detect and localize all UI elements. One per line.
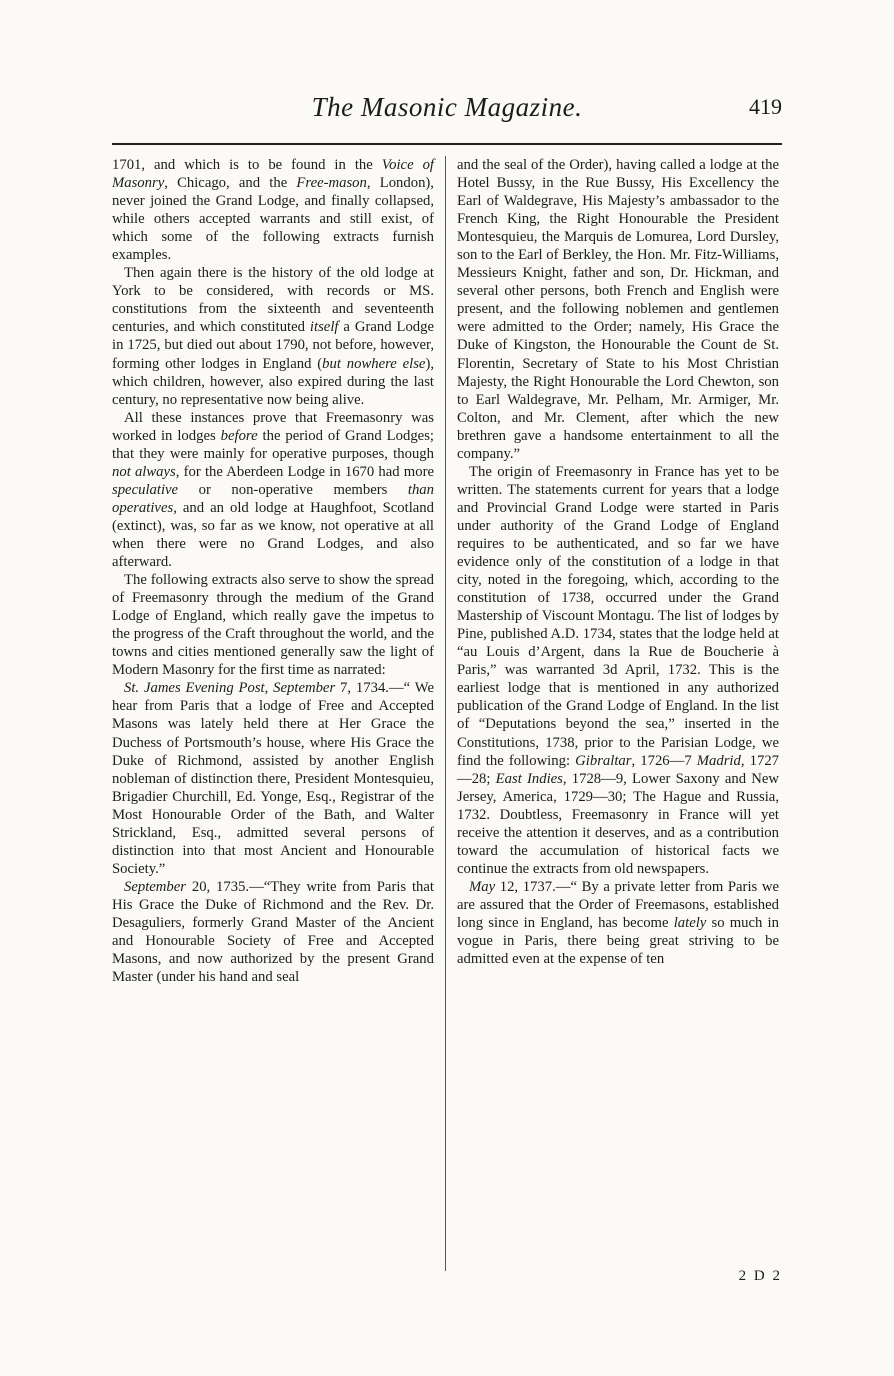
paragraph: Then again there is the history of the old lodge at York to be considered, with records or MS. constitutions from the sixteenth and seventeenth centuries, and which constituted itself a Grand Lodge in 1725, but died out about 1790, not before, however, forming other lodges in England (but nowhere else), which children, however, also expired during the last century, no representative now being alive. bbox=[112, 265, 435, 408]
paragraph: The following extracts also serve to show the spread of Freemasonry through the medium of the Grand Lodge of England, which really gave the impetus to the progress of the Craft throughout the world, and the towns and cities mentioned generally saw the light of Modern Masonry for the first time as narrated: bbox=[112, 572, 434, 679]
magazine-title: The Masonic Magazine. bbox=[311, 92, 583, 122]
running-header bbox=[112, 92, 782, 126]
paragraph: September 20, 1735.—“They write from Paris that His Grace the Duke of Richmond and the Rev. Dr. Desaguliers, formerly Grand Master of the Ancient and Honourable Society of Free and Accepted Masons, and now authorized by the present Grand Master (under his hand and seal bbox=[112, 878, 434, 986]
left-column bbox=[112, 156, 434, 986]
page-number: 419 bbox=[749, 94, 782, 119]
paragraph: and the seal of the Order), having called a lodge at the Hotel Bussy, in the Rue Bussy, His Excellency the Earl of Waldegrave, His Majesty’s ambassador to the French King, the Right Honourable the President Montesquieu, the Marquis de Lomurea, Lord Dursley, son to the Earl of Berkley, the Hon. Mr. Fitz-Williams, Messieurs Knight, father and son, Dr. Hickman, and several other persons, both French and English were present, and the following noblemen and gentlemen were admitted to the Order; namely, His Grace the Duke of Kingston, the Honourable the Count de St. Florentin, Secretary of State to his Most Christian Majesty, the Right Honourable the Lord Chewton, son to Earl Waldegrave, Mr. Pelham, Mr. Armiger, Mr. Colton, and Mr. Clement, after which the new brethren gave a handsome entertainment to all the company.” bbox=[457, 157, 779, 462]
signature-mark: 2 D 2 bbox=[738, 1268, 782, 1284]
header-rule bbox=[112, 143, 782, 145]
paragraph: All these instances prove that Freemasonry was worked in lodges before the period of Grand Lodges; that they were mainly for operative purposes, though not always, for the Aberdeen Lodge in 1670 had more speculative or non-operative members than operatives, and an old lodge at Haughfoot, Scotland (extinct), was, so far as we know, not operative at all when there were no Grand Lodges, and also afterward. bbox=[112, 409, 434, 571]
paragraph: 1701, and which is to be found in the Voice of Masonry, Chicago, and the Free-mason, London), never joined the Grand Lodge, and finally collapsed, while others accepted warrants and still exist, of which some of the following extracts furnish examples. bbox=[112, 157, 434, 264]
paragraph: St. James Evening Post, September 7, 1734.—“ We hear from Paris that a lodge of Free and Accepted Masons was lately held there at Her Grace the Duchess of Portsmouth’s house, where His Grace the Duke of Richmond, assisted by another English nobleman of distinction there, President Montesquieu, Brigadier Churchill, Ed. Yonge, Esq., Registrar of the Most Honourable Order of the Bath, and Walter Strickland, Esq., admitted several persons of distinction into that most Ancient and Honourable Society.” bbox=[112, 680, 434, 877]
paragraph: The origin of Freemasonry in France has yet to be written. The statements current for years that a lodge and Provincial Grand Lodge were started in Paris under authority of the Grand Lodge of England requires to be authenticated, and so far we have evidence only of the constitution of a lodge in that city, noted in the foregoing, which, according to the constitution of 1738, occurred under the Grand Mastership of Viscount Montagu. The list of lodges by Pine, published A.D. 1734, states that the lodge held at “au Louis d’Argent, dans la Rue de Boucherie à Paris,” was warranted 3d April, 1732. This is the earliest lodge that is mentioned in any authorized publication of the Grand Lodge of England. In the list of “Deputations beyond the sea,” inserted in the Constitutions, 1738, prior to the Parisian Lodge, we find the following: Gibraltar, 1726—7 Madrid, 1727—28; East Indies, 1728—9, Lower Saxony and New Jersey, America, 1729—30; The Hague and Russia, 1732. Doubtless, Freemasonry in France will yet receive the attention it deserves, and as a contribution toward the accumulation of historical facts we continue the extracts from old newspapers. bbox=[457, 463, 780, 877]
paragraph: May 12, 1737.—“ By a private letter from Paris we are assured that the Order of Freemasons, established long since in England, has become lately so much in vogue in Paris, there being great striving to be admitted even at the expense of ten bbox=[457, 878, 779, 968]
right-column bbox=[457, 156, 779, 968]
column-divider bbox=[445, 156, 446, 1271]
